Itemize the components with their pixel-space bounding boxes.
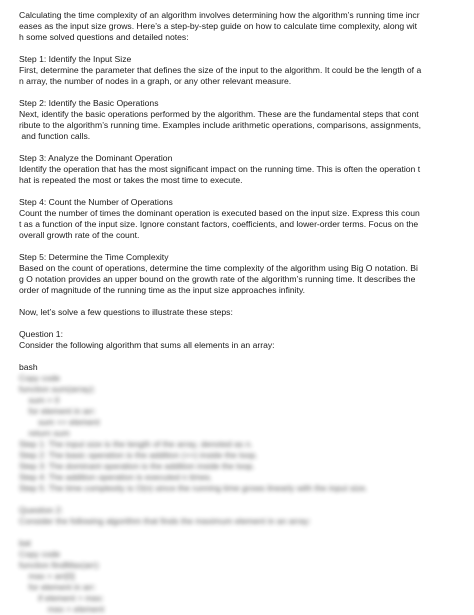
step-5: [19, 252, 459, 296]
step-line: Count the number of times the dominant operation is executed based on the input size. Express this coun: [19, 208, 420, 218]
spacer: [19, 494, 459, 505]
step-line: First, determine the parameter that defines the size of the input to the algorithm. It could be the length of a: [19, 65, 422, 75]
step-line: and function calls.: [19, 131, 91, 141]
step-line: n array, the number of nodes in a graph, or any other relevant measure.: [19, 76, 292, 86]
blurred-line: Consider the following algorithm that finds the maximum element in an array:: [19, 516, 311, 526]
copy-code-button[interactable]: Copy code: [19, 373, 61, 383]
blurred-line: function sum(array):: [19, 384, 96, 394]
step-1: [19, 54, 459, 87]
spacer: [19, 43, 459, 54]
spacer: [19, 87, 459, 98]
blurred-line: if element > max:: [19, 593, 104, 603]
blurred-line: [19, 527, 459, 538]
blurred-line: for element in arr:: [19, 406, 96, 416]
blurred-line: max = arr[0]: [19, 571, 75, 581]
blurred-line: sum += element: [19, 417, 100, 427]
step-3: [19, 153, 459, 186]
step-line: order of magnitude of the running time as the input size approaches infinity.: [19, 285, 305, 295]
step-4: [19, 197, 459, 241]
blurred-code-block: [19, 384, 459, 494]
intro-line: eases as the input size grows. Here’s a step-by-step guide on how to calculate time complexity, along wit: [19, 21, 418, 31]
step-line: Based on the count of operations, determine the time complexity of the algorithm using Big O notation. Bi: [19, 263, 418, 273]
step-title: Step 4: Count the Number of Operations: [19, 197, 173, 207]
blurred-line: bat: [19, 538, 31, 548]
code-language-label: bash: [19, 362, 38, 372]
step-line: g O notation provides an upper bound on the growth rate of the algorithm’s running time. It describes the: [19, 274, 416, 284]
step-title: Step 5: Determine the Time Complexity: [19, 252, 169, 262]
step-line: hat is repeated the most or takes the most time to execute.: [19, 175, 243, 185]
blurred-line: max = element: [19, 604, 105, 614]
blurred-line: Question 2:: [19, 505, 63, 515]
blurred-line: Step 4: The addition operation is executed n times.: [19, 472, 213, 482]
intro-paragraph: [19, 10, 459, 43]
step-line: overall growth rate of the count.: [19, 230, 140, 240]
spacer: [19, 142, 459, 153]
spacer: [19, 241, 459, 252]
blurred-line: Step 1: The input size is the length of the array, denoted as n.: [19, 439, 253, 449]
intro-line: h some solved questions and detailed notes:: [19, 32, 189, 42]
blurred-line: sum = 0: [19, 395, 60, 405]
step-title: Step 1: Identify the Input Size: [19, 54, 132, 64]
blurred-line: Step 3: The dominant operation is the addition inside the loop.: [19, 461, 255, 471]
intro-line: Calculating the time complexity of an algorithm involves determining how the algorithm’s running time incr: [19, 10, 420, 20]
spacer: [19, 296, 459, 307]
step-line: Next, identify the basic operations performed by the algorithm. These are the fundamental steps that cont: [19, 109, 419, 119]
step-title: Step 2: Identify the Basic Operations: [19, 98, 159, 108]
spacer: [19, 186, 459, 197]
document-page: [19, 10, 459, 615]
step-line: t as a function of the input size. Ignore constant factors, coefficients, and lower-order terms. Focus on the: [19, 219, 419, 229]
blurred-line: return sum: [19, 428, 70, 438]
step-2: [19, 98, 459, 142]
blurred-line: Copy code: [19, 549, 61, 559]
step-line: ribute to the algorithm’s running time. Examples include arithmetic operations, comparisons, assignments,: [19, 120, 422, 130]
question-2-blurred: [19, 505, 459, 615]
spacer: [19, 318, 459, 329]
step-line: Identify the operation that has the most significant impact on the running time. This is often the operation t: [19, 164, 421, 174]
blurred-line: Step 5: The time complexity is O(n) since the running time grows linearly with the input size.: [19, 483, 368, 493]
blurred-line: function findMax(arr):: [19, 560, 101, 570]
question-prompt: Consider the following algorithm that sums all elements in an array:: [19, 340, 275, 350]
question-1: [19, 329, 459, 494]
spacer: [19, 351, 459, 362]
blurred-line: Step 2: The basic operation is the addition (+=) inside the loop.: [19, 450, 258, 460]
step-title: Step 3: Analyze the Dominant Operation: [19, 153, 173, 163]
question-title: Question 1:: [19, 329, 63, 339]
blurred-line: for element in arr:: [19, 582, 96, 592]
transition-text: Now, let’s solve a few questions to illustrate these steps:: [19, 307, 233, 317]
